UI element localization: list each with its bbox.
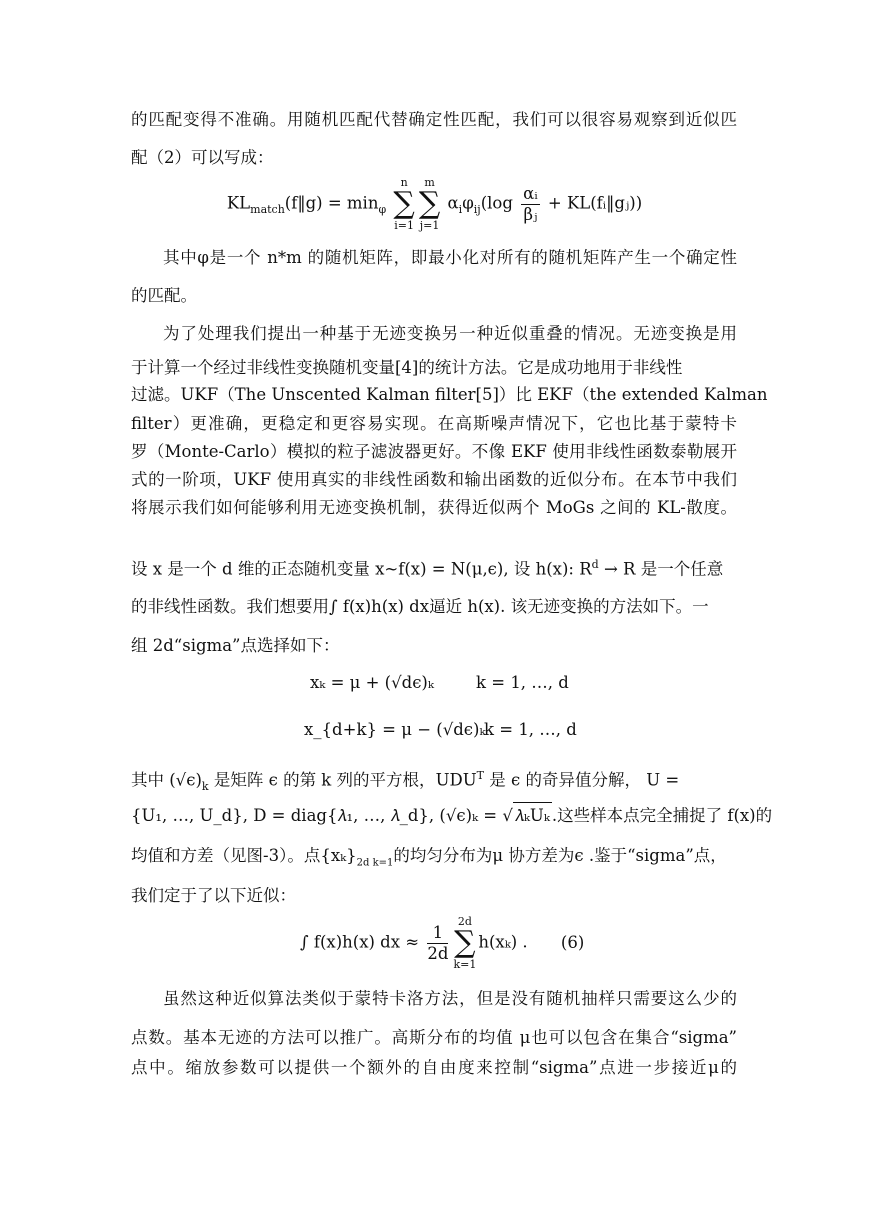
l17-sqrt: √ 𝜆ₖUₖ <box>502 806 551 825</box>
text-line-3: 其中φ是一个 n*m 的随机矩阵，即最小化对所有的随机矩阵产生一个确定性 <box>163 248 737 267</box>
sum-i: n ∑ i=1 <box>393 176 415 232</box>
text-line-2: 配（2）可以写成： <box>131 148 274 167</box>
l13-text-a: 的非线性函数。我们想要用 <box>131 597 329 616</box>
l16-sub: k <box>201 779 209 793</box>
l17-text: .这些样本点完全捕捉了 f(x)的 <box>551 806 773 825</box>
l12-text-b: 设 <box>513 559 531 579</box>
sum-j: m ∑ j=1 <box>418 176 441 232</box>
l13-text-b: 逼近 <box>429 597 463 616</box>
l13-math-b: h(x). <box>467 597 506 616</box>
text-line-21: 点数。基本无迹的方法可以推广。高斯分布的均值 μ也可以包含在集合“sigma” <box>131 1028 737 1047</box>
equation-number: (6) <box>560 932 585 952</box>
text-line-20: 虽然这种近似算法类似于蒙特卡洛方法，但是没有随机抽样只需要这么少的 <box>163 989 737 1008</box>
text-line-9: 罗（Monte-Carlo）模拟的粒子滤波器更好。不像 EKF 使用非线性函数泰勒展开 <box>131 442 737 461</box>
sigma-equation-2 <box>304 720 624 739</box>
l13-text-c: 该无迹变换的方法如下。一 <box>510 597 709 616</box>
l18-math: {xₖ} <box>320 846 357 865</box>
text-line-4: 的匹配。 <box>131 286 197 305</box>
text-line-14: 组 2d“sigma”点选择如下： <box>131 636 340 655</box>
l12-text-a: 设 x 是一个 d 维的正态随机变量 <box>131 559 370 579</box>
sum-k: 2d ∑ k=1 <box>453 915 477 971</box>
text-line-1: 的匹配变得不准确。用随机匹配代替确定性匹配，我们可以很容易观察到近似匹 <box>131 110 737 129</box>
l16-text-e: 的奇异值分解， <box>525 770 641 790</box>
l16-sup: T <box>476 769 484 782</box>
xdk-formula: x_{d+k} = μ − (√dϵ)ₖ <box>304 720 486 739</box>
l16-math-c: UDU <box>435 770 477 790</box>
xdk-range: k = 1, …, d <box>484 720 577 739</box>
text-line-6: 于计算一个经过非线性变换随机变量[4]的统计方法。它是成功地用于非线性 <box>131 358 683 377</box>
xk-formula: xₖ = μ + (√dϵ)ₖ <box>310 673 434 692</box>
l12-sup: d <box>591 558 599 571</box>
kl-sub: match <box>250 202 285 216</box>
l16-math-a: (√ϵ) <box>169 770 202 790</box>
text-line-13 <box>131 594 737 620</box>
text-line-18 <box>131 843 737 876</box>
text-line-11: 将展示我们如何能够利用无迹变换机制，获得近似两个 MoGs 之间的 KL-散度。 <box>131 498 737 517</box>
kl-alpha-sub: i <box>458 202 463 216</box>
l16-math-b: ϵ <box>268 770 278 790</box>
kl-tail: + KL(fᵢ‖gⱼ)) <box>547 193 643 213</box>
text-line-22: 点中。缩放参数可以提供一个额外的自由度来控制“sigma”点进一步接近μ的 <box>131 1058 737 1077</box>
l16-math-e: U = <box>646 770 680 790</box>
kl-log: (log <box>480 193 513 213</box>
text-line-16 <box>131 763 737 800</box>
text-line-10: 式的一阶项，UKF 使用真实的非线性函数和输出函数的近似分布。在本节中我们 <box>131 470 737 489</box>
l12-math-c: → R <box>603 559 636 579</box>
text-line-7: 过滤。UKF（The Unscented Kalman filter[5]）比 EKF（the extended Kalman <box>131 385 768 404</box>
kl-phi-sub: ij <box>473 202 481 216</box>
l12-math-b: h(x): R <box>535 559 592 579</box>
kl-fraction: $\frac{\text{αᵢ}}{\text{βⱼ}}$ <box>523 183 538 224</box>
kl-match-equation <box>0 176 869 232</box>
l16-text-c: 的第 k 列的平方根， <box>283 770 436 790</box>
l18-limits: 2d k=1 <box>356 857 394 869</box>
text-line-8: filter）更准确，更稳定和更容易实现。在高斯噪声情况下，它也比基于蒙特卡 <box>131 414 737 433</box>
text-line-12 <box>131 552 737 583</box>
kl-phi: φ <box>462 193 474 213</box>
kl-min-sub: φ <box>378 202 387 216</box>
l12-text-c: 是一个任意 <box>640 559 724 579</box>
l16-text-b: 是矩阵 <box>213 770 264 790</box>
xk-range: k = 1, …, d <box>476 673 569 692</box>
l16-text-d: 是 <box>489 770 506 790</box>
text-line-17 <box>131 802 773 829</box>
text-line-5: 为了处理我们提出一种基于无迹变换另一种近似重叠的情况。无迹变换是用 <box>163 324 737 343</box>
l12-math-a: x~f(x) = N(μ,ϵ), <box>375 559 509 579</box>
kl-lhs: KL <box>226 193 251 213</box>
approximation-equation <box>300 915 720 971</box>
sigma-equation-1 <box>310 673 610 692</box>
kl-alpha: α <box>447 193 459 213</box>
l18-text-a: 均值和方差（见图-3）。点 <box>131 846 321 865</box>
kl-arg: (f‖g) = min <box>284 193 379 213</box>
text-line-19: 我们定于了以下近似： <box>131 886 296 905</box>
l13-math-a: ∫ f(x)h(x) dx <box>329 597 430 616</box>
l18-text-b: 的均匀分布为μ 协方差为ϵ .鉴于“sigma”点， <box>393 846 727 865</box>
l16-text-a: 其中 <box>131 770 164 790</box>
l17-math: {U₁, …, U_d}, D = diag{𝜆₁, …, 𝜆_d}, (√ϵ)ₖ = <box>131 806 498 825</box>
l16-math-d: ϵ <box>510 770 521 790</box>
approx-lhs: ∫ f(x)h(x) dx ≈ <box>300 932 420 952</box>
approx-rhs: h(xₖ) . <box>478 932 528 952</box>
approx-fraction: $\frac{1}{2d}$ <box>427 922 449 963</box>
